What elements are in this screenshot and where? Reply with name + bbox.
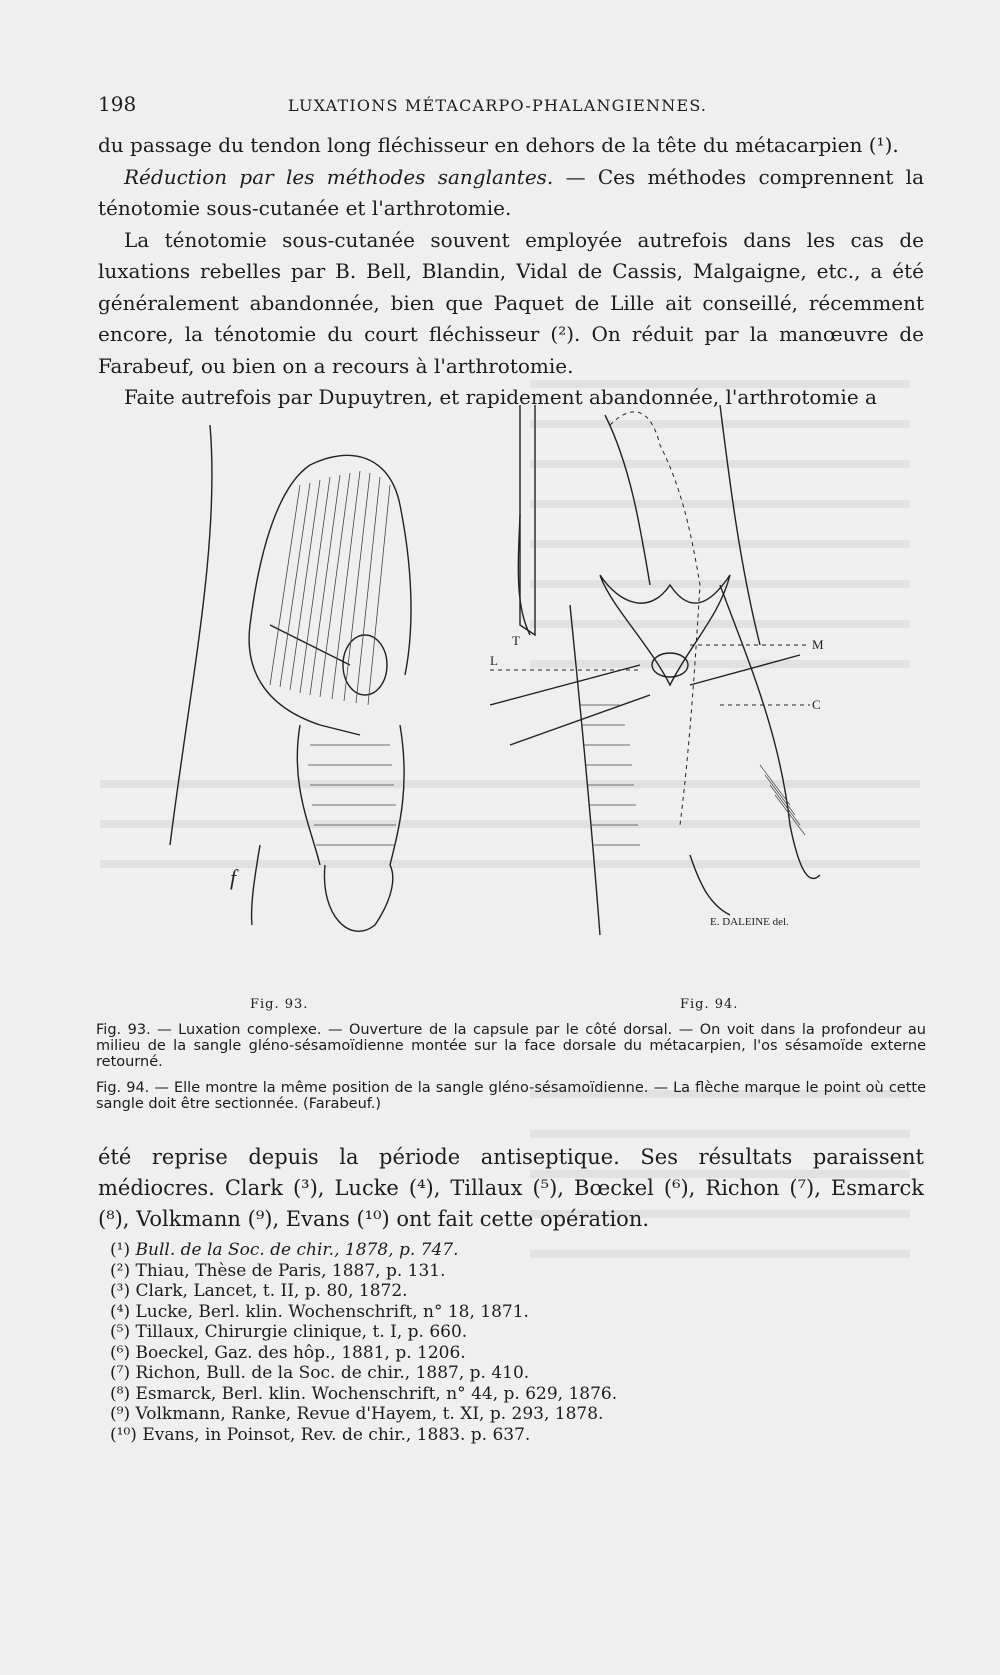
paragraph: été reprise depuis la période antiseptique. Ses résultats paraissent médiocres. Clark (³), Lucke (⁴), Tillaux (⁵), Bœckel (⁶), Richon (⁷), Esmarck (⁸), Volkmann (⁹), Evans (¹⁰) ont fait cette opération. (98, 1145, 924, 1231)
caption-figure-93: Fig. 93. — Luxation complexe. — Ouverture de la capsule par le côté dorsal. — On voit dans la profondeur au milieu de la sangle gléno-sésamoïdienne montée sur la face dorsale du métacarpien, l'os sésamoïde externe retourné. (96, 1022, 926, 1070)
footnote-text: Tillaux, Chirurgie clinique, t. I, p. 660. (135, 1322, 468, 1342)
footnote (110, 1261, 910, 1282)
page-header (98, 92, 918, 122)
paragraph: Faite autrefois par Dupuytren, et rapidement abandonnée, l'arthrotomie a (124, 385, 877, 409)
figure-93-letter-f: f (230, 865, 237, 890)
footnote-text: Evans, in Poinsot, Rev. de chir., 1883. p. 637. (142, 1424, 531, 1445)
footnote (110, 1322, 910, 1343)
paragraph: du passage du tendon long fléchisseur en dehors de la tête du métacarpien (¹). (98, 133, 899, 157)
paragraph-text: — Ces méthodes comprennent la ténotomie sous-cutanée et l'arthrotomie. (98, 164, 925, 220)
footnote-text: Boeckel, Gaz. des hôp., 1881, p. 1206. (135, 1342, 466, 1363)
caption-figure-94: Fig. 94. — Elle montre la même position de la sangle gléno-sésamoïdienne. — La flèche marque le point où cette sangle doit être sectionnée. (Farabeuf.) (96, 1080, 926, 1112)
footnote-text: Volkmann, Ranke, Revue d'Hayem, t. XI, p. 293, 1878. (135, 1404, 604, 1424)
footnote (110, 1281, 910, 1302)
footnote-text: Thiau, Thèse de Paris, 1887, p. 131. (135, 1260, 446, 1281)
footnote (110, 1343, 910, 1364)
footnote-mark: (²) (110, 1260, 131, 1281)
figure-94-label: Fig. 94. (680, 997, 739, 1012)
footnote (110, 1384, 910, 1405)
footnote (110, 1404, 910, 1425)
footnote-text: Bull. de la Soc. de chir., 1878, p. 747. (135, 1240, 459, 1260)
footnote-text: Esmarck, Berl. klin. Wochenschrift, n° 44, p. 629, 1876. (135, 1383, 618, 1404)
body-text-bottom (98, 1142, 924, 1235)
footnote-mark: (⁴) (110, 1301, 131, 1322)
footnote (110, 1240, 910, 1261)
figure-94-letter-t: T (512, 633, 520, 648)
footnote-text: Richon, Bull. de la Soc. de chir., 1887, p. 410. (135, 1363, 530, 1383)
footnote-mark: (⁶) (110, 1342, 131, 1363)
footnotes (110, 1240, 910, 1445)
footnote-mark: (⁹) (110, 1404, 131, 1424)
figure-area (120, 405, 940, 1015)
footnote (110, 1425, 910, 1446)
footnote-mark: (⁸) (110, 1383, 131, 1404)
section-heading: Réduction par les méthodes sanglantes. (124, 164, 554, 189)
footnote-mark: (⁵) (110, 1322, 131, 1342)
footnote-mark: (¹⁰) (110, 1424, 137, 1445)
figure-93-label: Fig. 93. (250, 997, 309, 1012)
footnote-mark: (⁷) (110, 1363, 131, 1383)
figure-93-illustration (150, 425, 450, 985)
footnote-text: Clark, Lancet, t. II, p. 80, 1872. (135, 1281, 408, 1301)
engraver-signature: E. DALEINE del. (710, 916, 789, 928)
page-number: 198 (98, 92, 137, 116)
footnote (110, 1363, 910, 1384)
footnote-mark: (³) (110, 1281, 131, 1301)
figure-94-letter-m: M (812, 637, 824, 652)
footnote-mark: (¹) (110, 1240, 131, 1260)
footnote-text: Lucke, Berl. klin. Wochenschrift, n° 18, 1871. (135, 1301, 529, 1322)
paragraph: La ténotomie sous-cutanée souvent employée autrefois dans les cas de luxations rebelles par B. Bell, Blandin, Vidal de Cassis, Malgaigne, etc., a été généralement abandonnée, bien que Paquet de Lille ait conseillé, récemment encore, la ténotomie du court fléchisseur (²). On réduit par la manœuvre de Farabeuf, ou bien on a recours à l'arthrotomie. (98, 227, 924, 378)
paragraph (98, 162, 924, 225)
figure-captions (96, 1022, 926, 1122)
running-title: LUXATIONS MÉTACARPO-PHALANGIENNES. (288, 96, 708, 115)
figure-94-letter-l: L (490, 653, 498, 668)
body-text-top (98, 130, 924, 414)
footnote (110, 1302, 910, 1323)
figure-94-letter-c: C (812, 697, 821, 712)
figure-94-illustration (490, 405, 910, 945)
